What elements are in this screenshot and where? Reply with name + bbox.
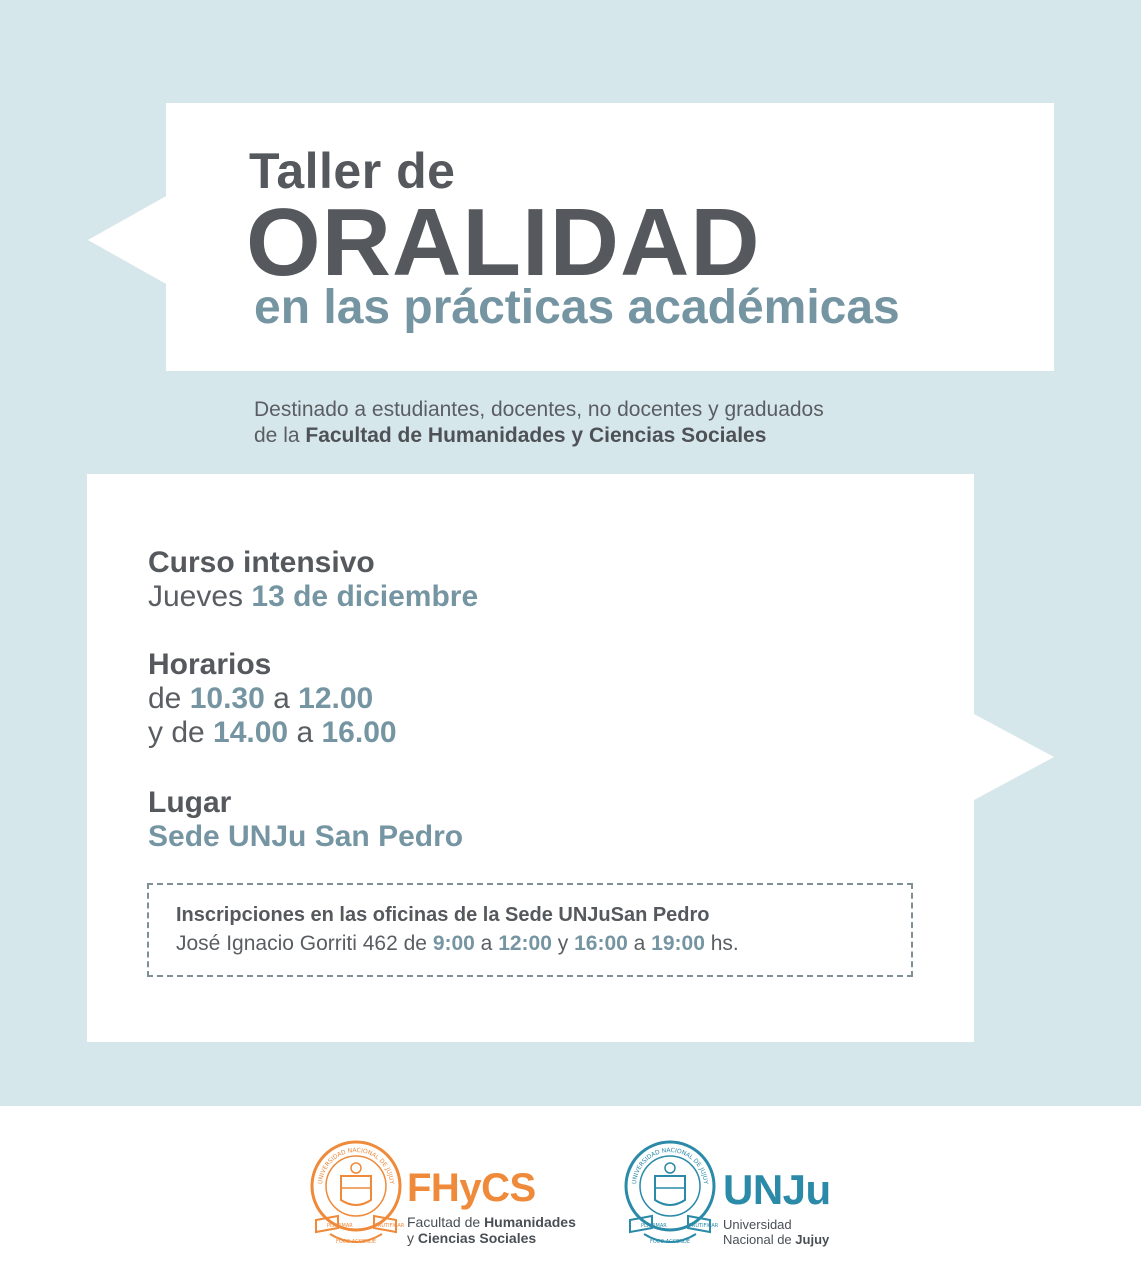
inscriptions-suffix: hs. [704, 932, 739, 955]
schedule-a-1: a [264, 682, 299, 715]
unju-seal-right-text: FRUTIFICAR [689, 1223, 718, 1229]
footer [0, 1106, 1141, 1280]
inscriptions-time-1: 9:00 [432, 932, 475, 955]
schedule-de-2: y de [148, 716, 214, 749]
place-block [148, 786, 463, 854]
schedule-end-1: 12.00 [298, 682, 374, 715]
fhycs-seal-icon [308, 1138, 404, 1254]
schedule-de-1: de [148, 682, 190, 715]
fhycs-seal-ring-text: UNIVERSIDAD NACIONAL DE JUJUY [317, 1146, 395, 1185]
schedule-start-2: 14.00 [213, 716, 289, 749]
audience-line-2 [254, 423, 1014, 449]
fhycs-seal-right-text: FRUTIFICAR [375, 1223, 404, 1229]
unju-seal-ring-text: UNIVERSIDAD NACIONAL DE JUJUY [631, 1146, 709, 1185]
unju-logo-name: UNJu [723, 1166, 831, 1213]
course-label: Curso intensivo [148, 546, 375, 579]
inscriptions-box [147, 883, 913, 977]
inscriptions-a-2: a [627, 932, 652, 955]
inscriptions-address: José Ignacio Gorriti 462 de [176, 932, 433, 955]
audience-text [254, 397, 1014, 449]
fhycs-sub-2-prefix: y [407, 1230, 418, 1246]
fhycs-seal-left-text: PLANIMAR [327, 1223, 353, 1229]
place-value: Sede UNJu San Pedro [148, 820, 464, 853]
course-day: Jueves [148, 580, 252, 613]
unju-seal-motto: FOCO ACCENDE [649, 1239, 691, 1245]
title-line-1: Taller de [249, 143, 456, 199]
schedule-start-1: 10.30 [189, 682, 265, 715]
fhycs-seal-motto: FOCO ACCENDE [335, 1239, 377, 1245]
schedule-label: Horarios [148, 648, 272, 681]
course-block [148, 546, 478, 614]
audience-line-2-prefix: de la [254, 424, 306, 447]
fhycs-sub-1-bold: Humanidades [484, 1214, 576, 1230]
title-line-2: ORALIDAD [246, 189, 761, 296]
unju-sub-1: Universidad [723, 1217, 792, 1232]
unju-seal-icon [622, 1138, 718, 1254]
info-bubble-tail [974, 714, 1054, 800]
unju-sub-2-bold: Jujuy [795, 1232, 830, 1247]
inscriptions-time-4: 19:00 [651, 932, 705, 955]
unju-seal-left-text: PLANIMAR [641, 1223, 667, 1229]
schedule-line-1 [148, 682, 397, 716]
faculty-name: Facultad de Humanidades y Ciencias Sociales [305, 424, 767, 447]
schedule-block [148, 648, 397, 750]
fhycs-logo-subtitle [407, 1214, 576, 1246]
inscriptions-time-2: 12:00 [498, 932, 552, 955]
schedule-line-2 [148, 716, 397, 750]
title-bubble-tail [88, 195, 168, 285]
unju-logo-subtitle [723, 1217, 829, 1247]
title-line-3: en las prácticas académicas [254, 281, 900, 334]
inscriptions-time-3: 16:00 [574, 932, 628, 955]
inscriptions-details [176, 932, 739, 956]
inscriptions-y: y [551, 932, 575, 955]
fhycs-sub-2-bold: Ciencias Sociales [417, 1230, 537, 1246]
schedule-end-2: 16.00 [321, 716, 397, 749]
unju-sub-2-prefix: Nacional de [723, 1232, 796, 1247]
audience-line-1: Destinado a estudiantes, docentes, no docentes y graduados [254, 398, 824, 421]
place-label: Lugar [148, 786, 232, 819]
course-date: 13 de diciembre [251, 580, 479, 613]
fhycs-sub-1-prefix: Facultad de [407, 1214, 485, 1230]
schedule-a-2: a [288, 716, 322, 749]
inscriptions-title: Inscripciones en las oficinas de la Sede UNJuSan Pedro [176, 904, 710, 926]
fhycs-logo-name: FHyCS [407, 1166, 536, 1210]
inscriptions-a-1: a [474, 932, 499, 955]
